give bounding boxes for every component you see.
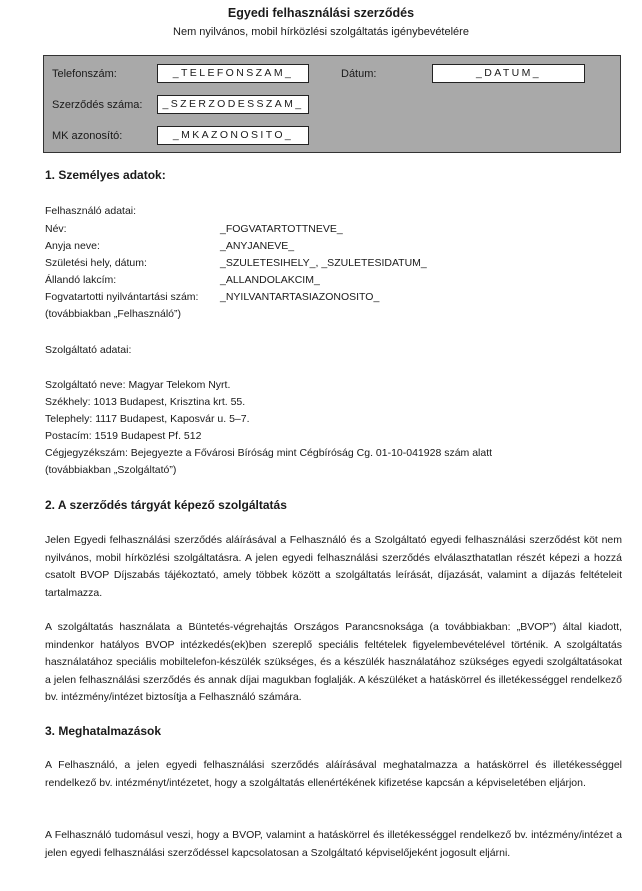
- section-2-paragraph-1: Jelen Egyedi felhasználási szerződés aláírásával a Felhasználó és a Szolgáltató egyedi felhasználási szerződést köt nem nyilvános, mobil hírközlési szolgáltatásra. A jelen egyedi felhasználási szerződés elválaszthatatlan részét képezi a hozzá csatolt BVOP Díjszabás tájékoztató, amely többek között a szolgáltatás leírását, díjazását, valamint a díjazás feltételeit tartalmazza.: [45, 534, 622, 599]
- phone-field[interactable]: _TELEFONSZAM_: [157, 64, 309, 83]
- name-label: Név:: [45, 223, 67, 235]
- address-value: _ALLANDOLAKCIM_: [220, 274, 320, 286]
- section-2-paragraph-2: A szolgáltatás használata a Büntetés-végrehajtás Országos Parancsnoksága (a továbbiakban: „BVOP”) által kiadott, mindenkor hatályos BVOP intézkedés(ek)ben szereplő speciális feltételek figyelembevételével történik. A szolgáltatás használatához speciális mobiltelefon-készülék szükséges, és a készülék használatához szükséges egyedi szolgáltatásokat a jelen felhasználási szerződés és annak díjai magukban foglalják. A készüléket a hatáskörrel és illetékességgel rendelkező bv. intézmény/intézet biztosítja a Felhasználó számára.: [45, 621, 622, 703]
- date-field[interactable]: _DATUM_: [432, 64, 585, 83]
- contract-info-box: [43, 55, 621, 153]
- document-subtitle: Nem nyilvános, mobil hírközlési szolgáltatás igénybevételére: [173, 26, 469, 38]
- section-3-paragraph-2: A Felhasználó tudomásul veszi, hogy a BVOP, valamint a hatáskörrel és illetékességgel rendelkező bv. intézmény/intézet a jelen egyedi felhasználási szerződéssel kapcsolatosan a Szolgáltató képviselőjeként jogosult eljárni.: [45, 829, 622, 859]
- mk-id-label: MK azonosító:: [52, 130, 123, 142]
- mother-name-label: Anyja neve:: [45, 240, 100, 252]
- name-value: _FOGVATARTOTTNEVE_: [220, 223, 343, 235]
- provider-postal-address: Postacím: 1519 Budapest Pf. 512: [45, 430, 202, 442]
- provider-alias: (továbbiakban „Szolgáltató”): [45, 464, 177, 476]
- section-3-paragraph-1: A Felhasználó, a jelen egyedi felhasználási szerződés aláírásával meghatalmazza a hatáskörrel és illetékességgel rendelkező bv. intézményt/intézetet, hogy a szolgáltatás ellenértékének kifizetése kapcsán a képviseletében eljárjon.: [45, 759, 622, 789]
- document-title: Egyedi felhasználási szerződés: [227, 6, 415, 20]
- date-label: Dátum:: [341, 68, 377, 80]
- mother-name-value: _ANYJANEVE_: [220, 240, 295, 252]
- phone-label: Telefonszám:: [52, 68, 117, 80]
- section-3-heading: 3. Meghatalmazások: [45, 724, 162, 738]
- provider-name: Szolgáltató neve: Magyar Telekom Nyrt.: [45, 379, 231, 391]
- provider-seat: Székhely: 1013 Budapest, Krisztina krt. 55.: [45, 396, 246, 408]
- mk-id-field[interactable]: _MKAZONOSITO_: [157, 126, 309, 145]
- address-label: Állandó lakcím:: [45, 274, 117, 286]
- registry-number-value: _NYILVANTARTASIAZONOSITO_: [220, 291, 380, 303]
- provider-data-intro: Szolgáltató adatai:: [45, 344, 132, 356]
- section-1-heading: 1. Személyes adatok:: [45, 168, 166, 182]
- provider-site: Telephely: 1117 Budapest, Kaposvár u. 5–7.: [45, 413, 250, 425]
- section-2-heading: 2. A szerződés tárgyát képező szolgáltatás: [45, 498, 287, 512]
- user-data-intro: Felhasználó adatai:: [45, 205, 137, 217]
- birth-label: Születési hely, dátum:: [45, 257, 147, 269]
- registry-number-label: Fogvatartotti nyilvántartási szám:: [45, 291, 199, 303]
- contract-number-label: Szerződés száma:: [52, 99, 143, 111]
- birth-value: _SZULETESIHELY_, _SZULETESIDATUM_: [220, 257, 427, 269]
- contract-number-field[interactable]: _SZERZODESSZAM_: [157, 95, 309, 114]
- provider-company-registry: Cégjegyzékszám: Bejegyezte a Fővárosi Bíróság mint Cégbíróság Cg. 01-10-041928 szám alatt: [45, 447, 493, 459]
- user-alias: (továbbiakban „Felhasználó”): [45, 308, 181, 320]
